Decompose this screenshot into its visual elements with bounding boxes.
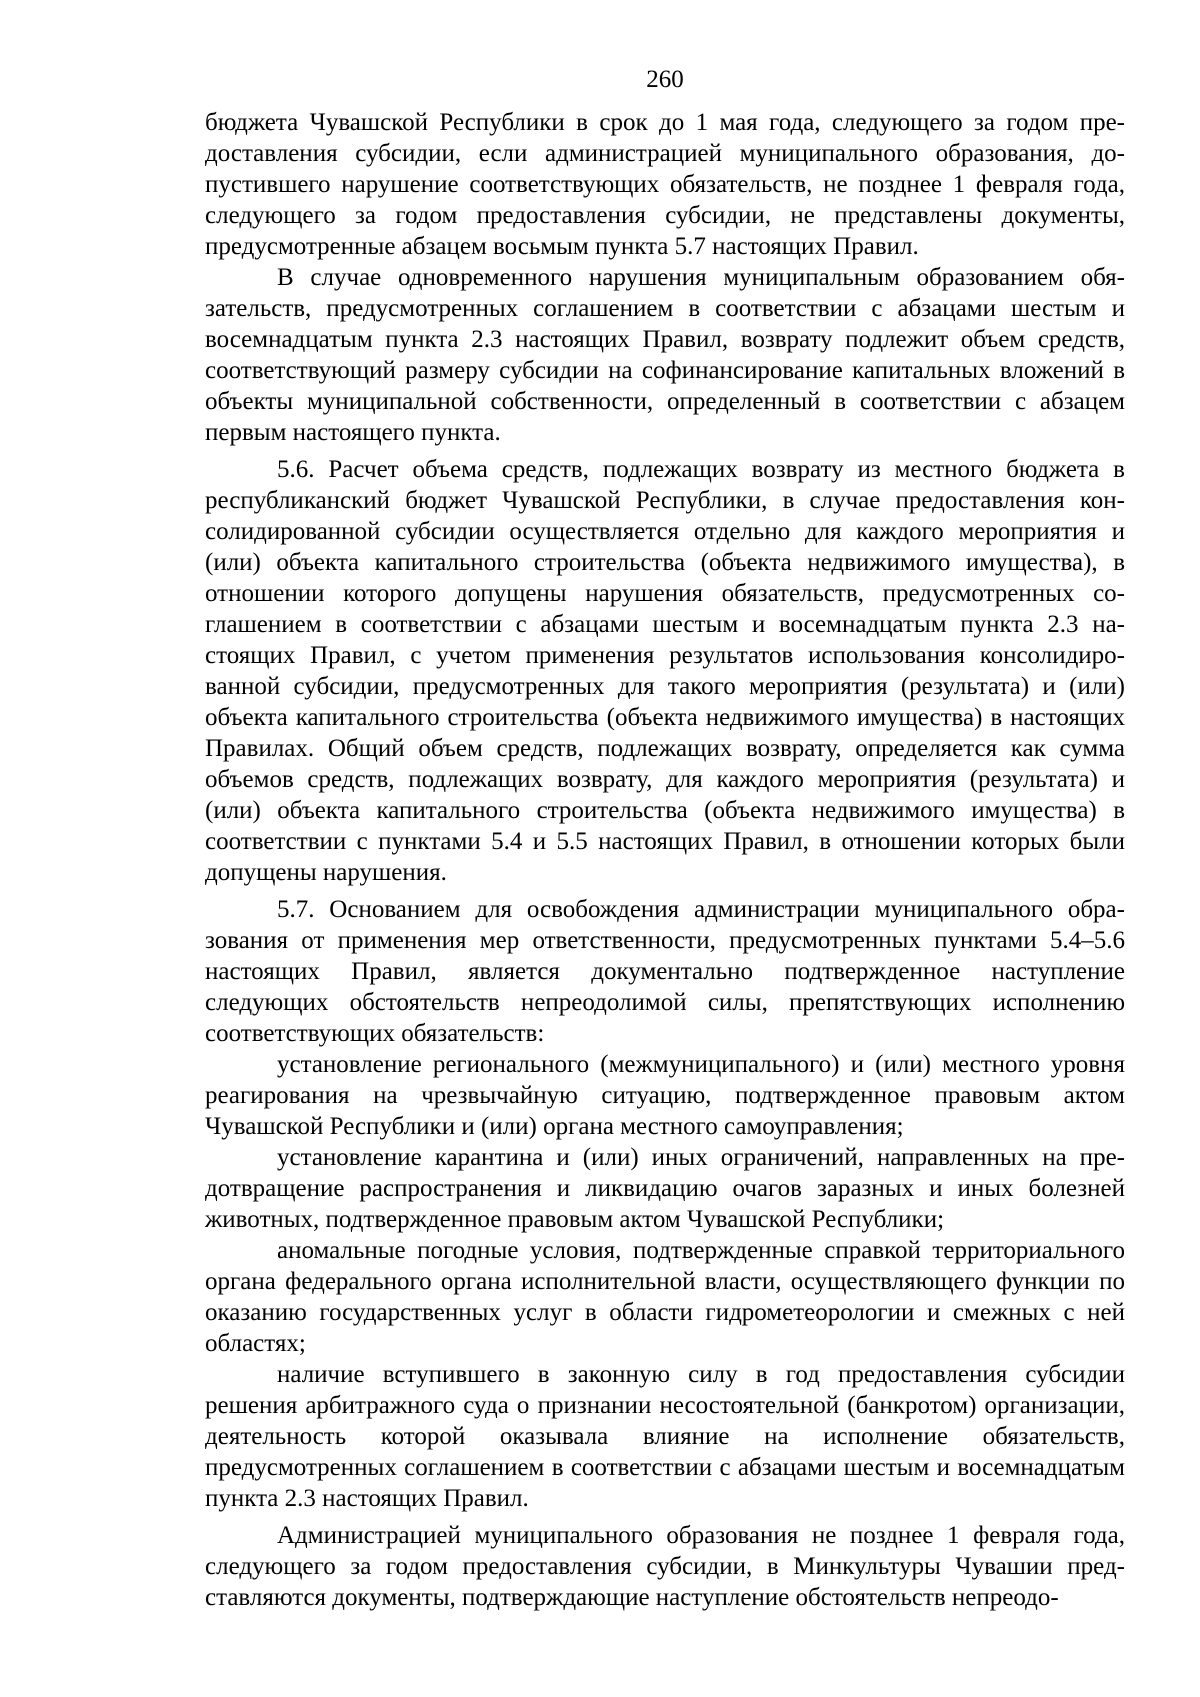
paragraph-5-6-consolidated-subsidy: 5.6. Расчет объема средств, подлежащих возврату из местного бюджета в республиканский бюджет Чувашской Республики, в случае предоставления консолидированной субсидии осуществляется отдельно для каждого мероприятия и (или) объекта капитального строительства (объекта недвижимого имущества), в отношении которого допущены нарушения обязательств, предусмотренных соглашением в соответствии с абзацами шестым и восемнадцатым пункта 2.3 настоящих Правил, с учетом применения результатов использования консолидированной субсидии, предусмотренных для такого мероприятия (результата) и (или) объекта капитального строительства (объекта недвижимого имущества) в настоящих Правилах. Общий объем средств, подлежащих возврату, определяется как сумма объемов средств, подлежащих возврату, для каждого мероприятия (результата) и (или) объекта капитального строительства (объекта недвижимого имущества) в соответствии с пунктами 5.4 и 5.5 настоящих Правил, в отношении которых были допущены нарушения. bbox=[205, 456, 1125, 886]
page-number: 260 bbox=[646, 66, 684, 93]
paragraph-emergency-response: установление регионального (межмуниципального) и (или) местного уровня реагирования на чрезвычайную ситуацию, подтвержденное правовым актом Чувашской Республики и (или) органа местного самоуправления; bbox=[205, 1051, 1125, 1140]
paragraph-bankruptcy-decision: наличие вступившего в законную силу в год предоставления субсидии решения арбитражного суда о признании несостоятельной (банкротом) организации, деятельность которой оказывала влияние на исполнение обязательств, предусмотренных соглашением в соответствии с абзацами шестым и восемнадцатым пункта 2.3 настоящих Правил. bbox=[205, 1361, 1125, 1512]
paragraph-weather-conditions: аномальные погодные условия, подтвержденные справкой территориального органа федерального органа исполнительной власти, осуществляющего функции по оказанию государственных услуг в области гидрометеорологии и смежных с ней областях; bbox=[205, 1237, 1125, 1357]
document-page bbox=[205, 64, 1125, 1613]
paragraph-5-7-force-majeure: 5.7. Основанием для освобождения администрации муниципального образования от применения мер ответственности, предусмотренных пунктами 5.4–5.6 настоящих Правил, является документально подтвержденное наступление следующих обстоятельств непреодолимой силы, препятствующих исполнению соответствующих обязательств: bbox=[205, 896, 1125, 1047]
paragraph-documents-submission: Администрацией муниципального образования не позднее 1 февраля года, следующего за годом предоставления субсидии, в Минкультуры Чувашии представляются документы, подтверждающие наступление обстоятельств непреодо- bbox=[205, 1522, 1125, 1611]
paragraph-budget-return-deadline: бюджета Чувашской Республики в срок до 1 мая года, следующего за годом предоставления субсидии, если администрацией муниципального образования, допустившего нарушение соответствующих обязательств, не позднее 1 февраля года, следующего за годом предоставления субсидии, не представлены документы, предусмотренные абзацем восьмым пункта 5.7 настоящих Правил. bbox=[205, 109, 1125, 260]
paragraph-quarantine: установление карантина и (или) иных ограничений, направленных на предотвращение распространения и ликвидацию очагов заразных и иных болезней животных, подтвержденное правовым актом Чувашской Республики; bbox=[205, 1144, 1125, 1233]
paragraph-simultaneous-violation: В случае одновременного нарушения муниципальным образованием обязательств, предусмотренных соглашением в соответствии с абзацами шестым и восемнадцатым пункта 2.3 настоящих Правил, возврату подлежит объем средств, соответствующий размеру субсидии на софинансирование капитальных вложений в объекты муниципальной собственности, определенный в соответствии с абзацем первым настоящего пункта. bbox=[205, 264, 1125, 446]
